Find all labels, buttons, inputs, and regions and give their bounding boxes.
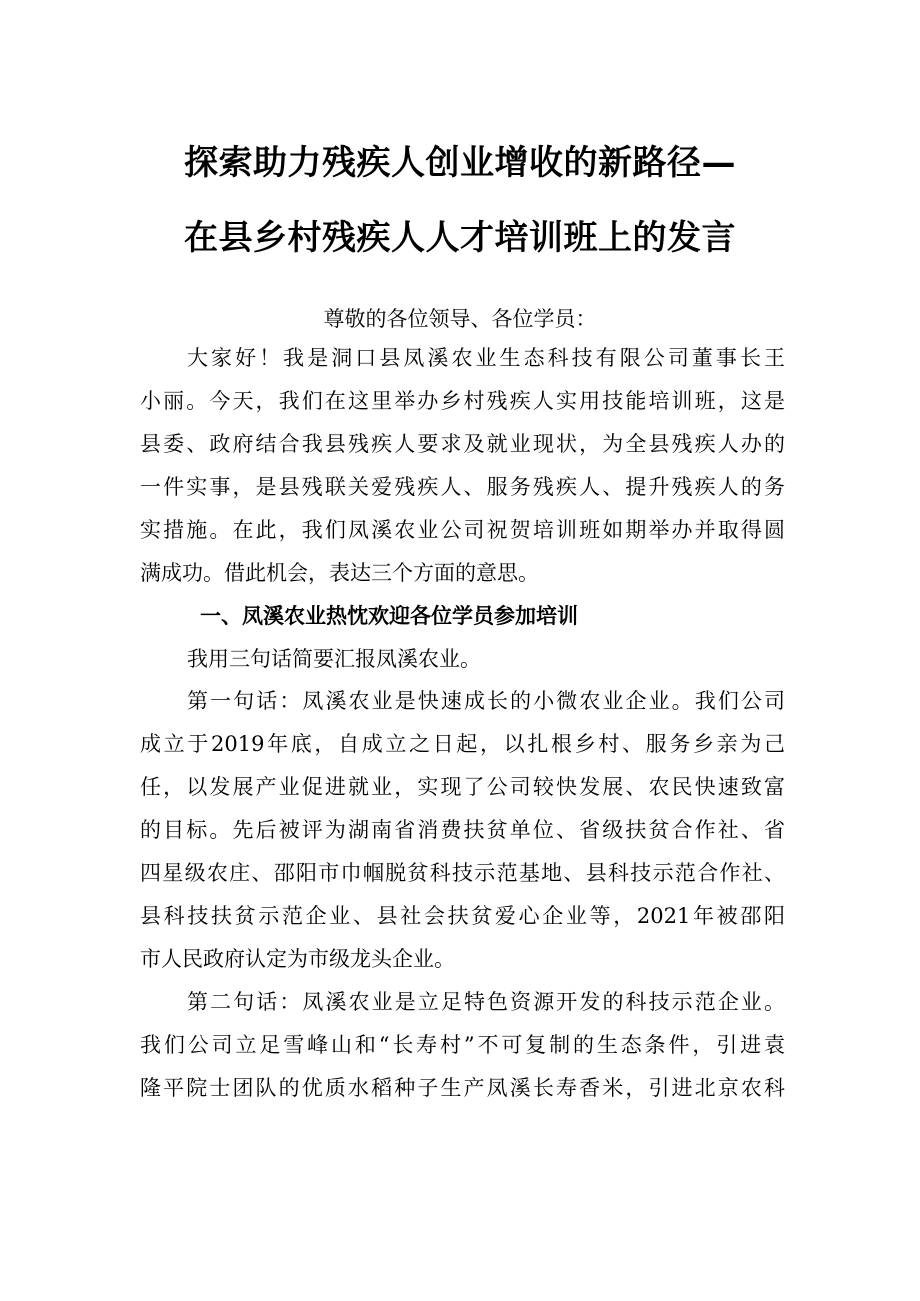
section-intro: 我用三句话简要汇报凤溪农业。 [187,647,481,671]
title-line-1: 探索助力残疾人创业增收的新路径— [184,143,736,183]
intro-line: 实措施。在此，我们凤溪农业公司祝贺培训班如期举办并取得圆 [140,518,785,542]
sentence-1-line: 四星级农庄、邵阳市巾帼脱贫科技示范基地、县科技示范合作社、 [140,861,785,885]
sentence-2-line: 隆平院士团队的优质水稻种子生产凤溪长寿香米，引进北京农科 [140,1076,785,1100]
salutation: 尊敬的各位领导、各位学员： [323,307,597,331]
intro-line: 满成功。借此机会，表达三个方面的意思。 [140,561,539,585]
intro-line: 一件实事，是县残联关爱残疾人、服务残疾人、提升残疾人的务 [140,475,785,499]
sentence-1-line: 任，以发展产业促进就业，实现了公司较快发展、农民快速致富 [140,775,785,799]
intro-line: 大家好！我是洞口县凤溪农业生态科技有限公司董事长王 [187,346,785,370]
sentence-1-line: 第一句话：凤溪农业是快速成长的小微农业企业。我们公司 [187,689,785,713]
section-heading: 一、凤溪农业热忱欢迎各位学员参加培训 [200,604,578,628]
title-line-2: 在县乡村残疾人人才培训班上的发言 [184,218,736,258]
sentence-1-line: 成立于2019年底，自成立之日起，以扎根乡村、服务乡亲为己 [140,732,785,756]
intro-line: 小丽。今天，我们在这里举办乡村残疾人实用技能培训班，这是 [140,389,785,413]
sentence-1-line: 的目标。先后被评为湖南省消费扶贫单位、省级扶贫合作社、省 [140,818,785,842]
sentence-1-line: 市人民政府认定为市级龙头企业。 [140,947,455,971]
sentence-1-line: 县科技扶贫示范企业、县社会扶贫爱心企业等，2021年被邵阳 [140,904,785,928]
sentence-2-line: 第二句话：凤溪农业是立足特色资源开发的科技示范企业。 [187,990,785,1014]
intro-line: 县委、政府结合我县残疾人要求及就业现状，为全县残疾人办的 [140,432,785,456]
sentence-2-line: 我们公司立足雪峰山和“长寿村”不可复制的生态条件，引进袁 [140,1033,785,1057]
